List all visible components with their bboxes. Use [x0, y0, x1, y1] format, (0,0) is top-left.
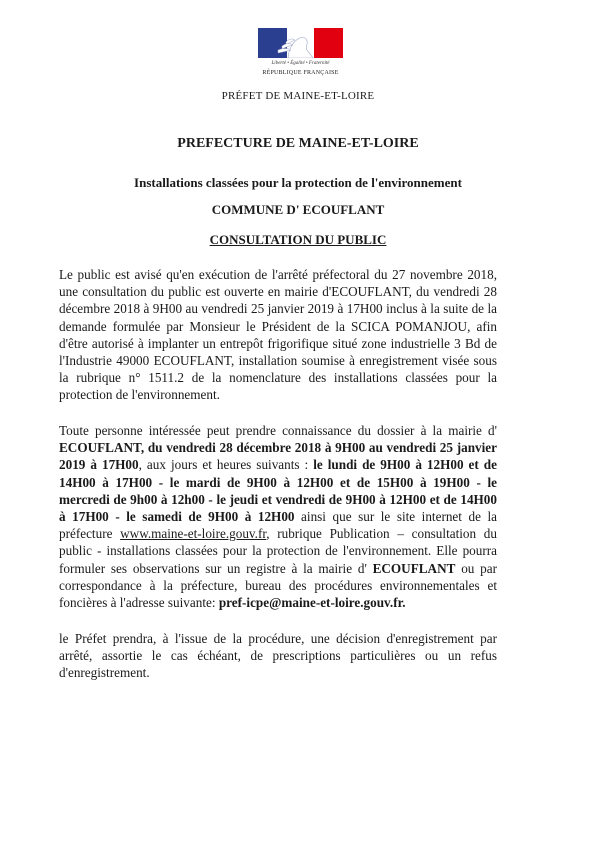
decision-paragraph: le Préfet prendra, à l'issue de la procédure, une décision d'enregistrement par arrêté, assortie le cas échéant, de prescriptions particulières ou un refus d'enregistrement.: [59, 631, 497, 681]
consultation-paragraph: [59, 422, 497, 611]
marianne-flag-icon: [258, 28, 343, 58]
logo-republic-text: RÉPUBLIQUE FRANÇAISE: [262, 70, 339, 76]
commune-name-text: ECOUFLANT: [372, 560, 456, 576]
prefecture-title: PREFECTURE DE MAINE-ET-LOIRE: [177, 136, 419, 151]
contact-email[interactable]: pref-icpe@maine-et-loire.gouv.fr.: [218, 595, 406, 611]
prefet-header: PRÉFET DE MAINE-ET-LOIRE: [221, 90, 375, 102]
opening-hours-text: le lundi de 9H00 à 12H00 et de 14H00 à 17H00 - le mardi de 9H00 à 12H00 et de 15H00 à 19H00 - le mercredi de 9h00 à 12h00 - le jeudi et vendredi de 9H00 à 12H00 et de 14H00 à 17H00 - le samedi de 9H00 à 12H00: [59, 457, 497, 525]
paragraph-text: ou par correspondance à la préfecture, bureau des procédures environnementales et foncières à l'adresse suivante:: [59, 560, 497, 611]
notice-paragraph: Le public est avisé qu'en exécution de l'arrêté préfectoral du 27 novembre 2018, une consultation du public est ouverte en mairie d'ECOUFLANT, du vendredi 28 décembre 2018 à 9H00 au vendredi 25 janvier 2019 à 17H00 inclus à la suite de la demande formulée par Monsieur le Président de la SCICA POMANJOU, afin d'être autorisé à implanter un entrepôt frigorifique situé zone industrielle 3 Bd de l'Industrie 49000 ECOUFLANT, installation soumise à enregistrement visée sous la rubrique n° 1511.2 de la nomenclature des installations classées pour la protection de l'environnement.: [59, 267, 497, 403]
republic-logo: [257, 28, 344, 84]
paragraph-text: , rubrique Publication – consultation du public - installations classées pour la protection de l'environnement. Elle pourra formuler ses observations sur un registre à la mairie d': [59, 526, 497, 576]
subject-title: Installations classées pour la protection de l'environnement: [134, 175, 462, 190]
dates-text: ECOUFLANT, du vendredi 28 décembre 2018 à 9H00 au vendredi 25 janvier 2019 à 17H00: [59, 440, 497, 473]
paragraph-text: Toute personne intéressée peut prendre connaissance du dossier à la mairie d': [59, 423, 497, 438]
paragraph-text: ainsi que sur le site internet de la préfecture: [59, 509, 498, 542]
consultation-title: CONSULTATION DU PUBLIC: [209, 232, 387, 247]
prefecture-website-link[interactable]: www.maine-et-loire.gouv.fr: [120, 526, 267, 542]
logo-motto: Liberté • Égalité • Fraternité: [271, 61, 330, 66]
commune-title: COMMUNE D' ECOUFLANT: [211, 202, 385, 217]
paragraph-text: , aux jours et heures suivants :: [138, 457, 314, 473]
